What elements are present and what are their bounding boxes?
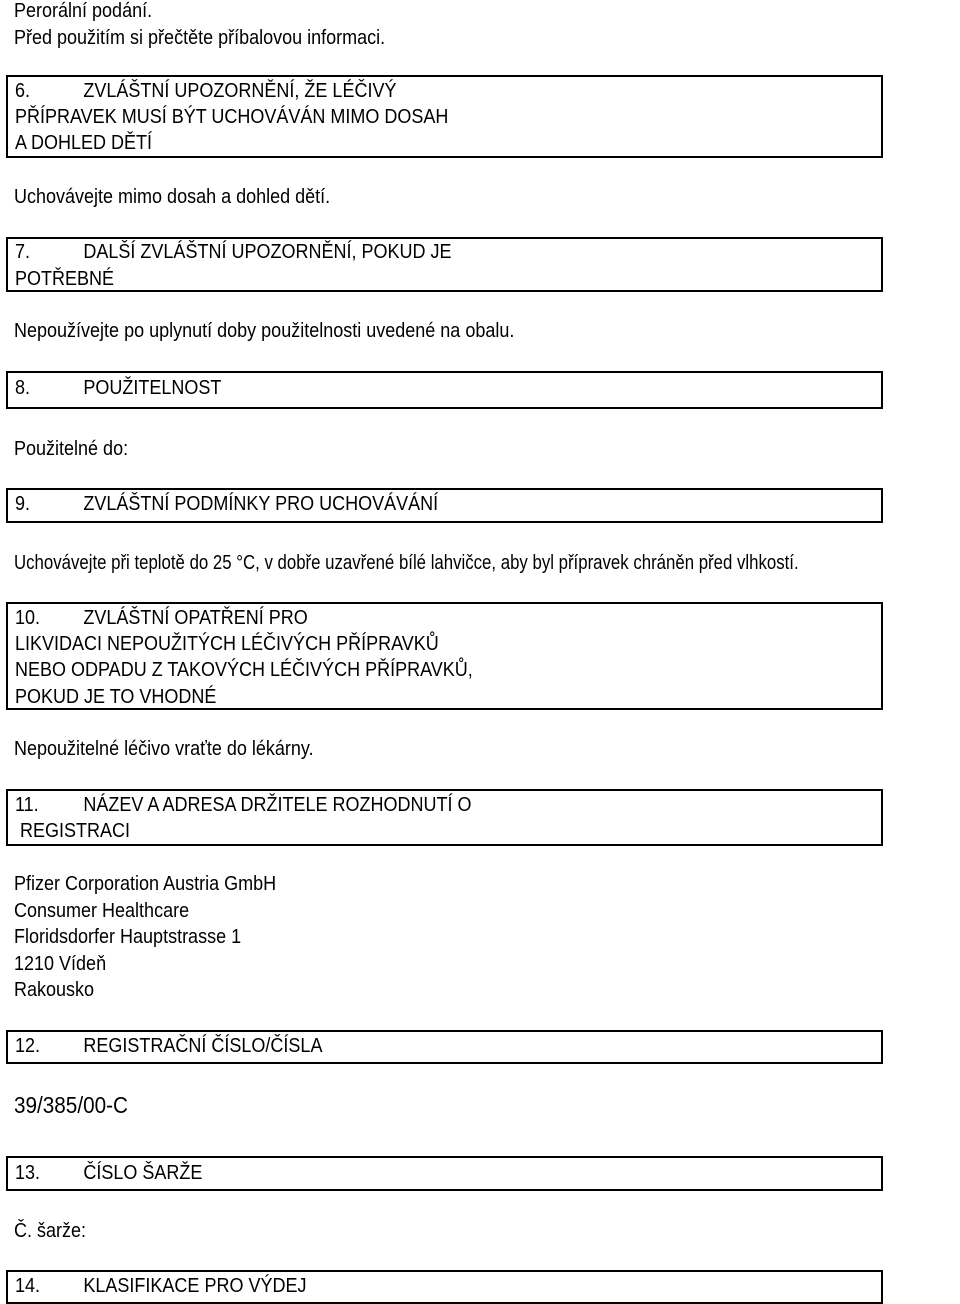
section-11-header <box>6 789 883 846</box>
section-13-title: ČÍSLO ŠARŽE <box>83 1162 203 1184</box>
section-10-body: Nepoužitelné léčivo vraťte do lékárny. <box>14 738 314 760</box>
section-7-title-line-2: POTŘEBNÉ <box>15 268 115 290</box>
section-7-header <box>6 237 883 292</box>
section-9-body: Uchovávejte při teplotě do 25 °C, v dobře uzavřené bílé lahvičce, aby byl přípravek chráněn před vlhkostí. <box>14 552 799 574</box>
section-9-title: ZVLÁŠTNÍ PODMÍNKY PRO UCHOVÁVÁNÍ <box>83 493 439 515</box>
section-13-number: 13. <box>15 1162 41 1184</box>
section-6-header <box>6 75 883 158</box>
intro-line-1: Perorální podání. <box>14 0 153 22</box>
section-7-number: 7. <box>15 241 31 263</box>
section-9-header <box>6 488 883 523</box>
section-12-title: REGISTRAČNÍ ČÍSLO/ČÍSLA <box>83 1035 323 1057</box>
section-8-number: 8. <box>15 377 31 399</box>
section-14-title: KLASIFIKACE PRO VÝDEJ <box>83 1275 307 1297</box>
section-10-title-line-2: LIKVIDACI NEPOUŽITÝCH LÉČIVÝCH PŘÍPRAVKŮ <box>15 633 439 655</box>
section-13-body: Č. šarže: <box>14 1220 87 1242</box>
section-11-number: 11. <box>15 794 39 816</box>
section-6-title-line-3: A DOHLED DĚTÍ <box>15 132 153 154</box>
section-14-header <box>6 1270 883 1304</box>
section-9-number: 9. <box>15 493 31 515</box>
section-10-title-line-1: ZVLÁŠTNÍ OPATŘENÍ PRO <box>83 607 308 629</box>
section-8-header <box>6 371 883 409</box>
section-8-title: POUŽITELNOST <box>83 377 222 399</box>
section-10-title-line-3: NEBO ODPADU Z TAKOVÝCH LÉČIVÝCH PŘÍPRAVKŮ, <box>15 659 473 681</box>
section-14-number: 14. <box>15 1275 41 1297</box>
section-11-title-line-2: REGISTRACI <box>20 820 131 842</box>
section-10-header <box>6 602 883 710</box>
section-10-number: 10. <box>15 607 41 629</box>
section-11-title-line-1: NÁZEV A ADRESA DRŽITELE ROZHODNUTÍ O <box>83 794 472 816</box>
section-13-header <box>6 1156 883 1191</box>
section-11-address-line-5: Rakousko <box>14 979 95 1001</box>
section-12-header <box>6 1030 883 1064</box>
section-8-body: Použitelné do: <box>14 438 129 460</box>
section-11-address-line-2: Consumer Healthcare <box>14 900 190 922</box>
section-7-body: Nepoužívejte po uplynutí doby použitelnosti uvedené na obalu. <box>14 320 515 342</box>
section-12-body: 39/385/00-C <box>14 1092 128 1118</box>
section-10-title-line-4: POKUD JE TO VHODNÉ <box>15 686 217 708</box>
intro-line-2: Před použitím si přečtěte příbalovou informaci. <box>14 27 386 49</box>
section-7-title-line-1: DALŠÍ ZVLÁŠTNÍ UPOZORNĚNÍ, POKUD JE <box>83 241 452 263</box>
section-11-address-line-3: Floridsdorfer Hauptstrasse 1 <box>14 926 242 948</box>
section-6-title-line-1: ZVLÁŠTNÍ UPOZORNĚNÍ, ŽE LÉČIVÝ <box>83 80 397 102</box>
section-6-title-line-2: PŘÍPRAVEK MUSÍ BÝT UCHOVÁVÁN MIMO DOSAH <box>15 106 449 128</box>
section-12-number: 12. <box>15 1035 41 1057</box>
section-6-number: 6. <box>15 80 31 102</box>
section-11-address-line-1: Pfizer Corporation Austria GmbH <box>14 873 277 895</box>
section-11-address-line-4: 1210 Vídeň <box>14 953 107 975</box>
section-6-body: Uchovávejte mimo dosah a dohled dětí. <box>14 186 331 208</box>
